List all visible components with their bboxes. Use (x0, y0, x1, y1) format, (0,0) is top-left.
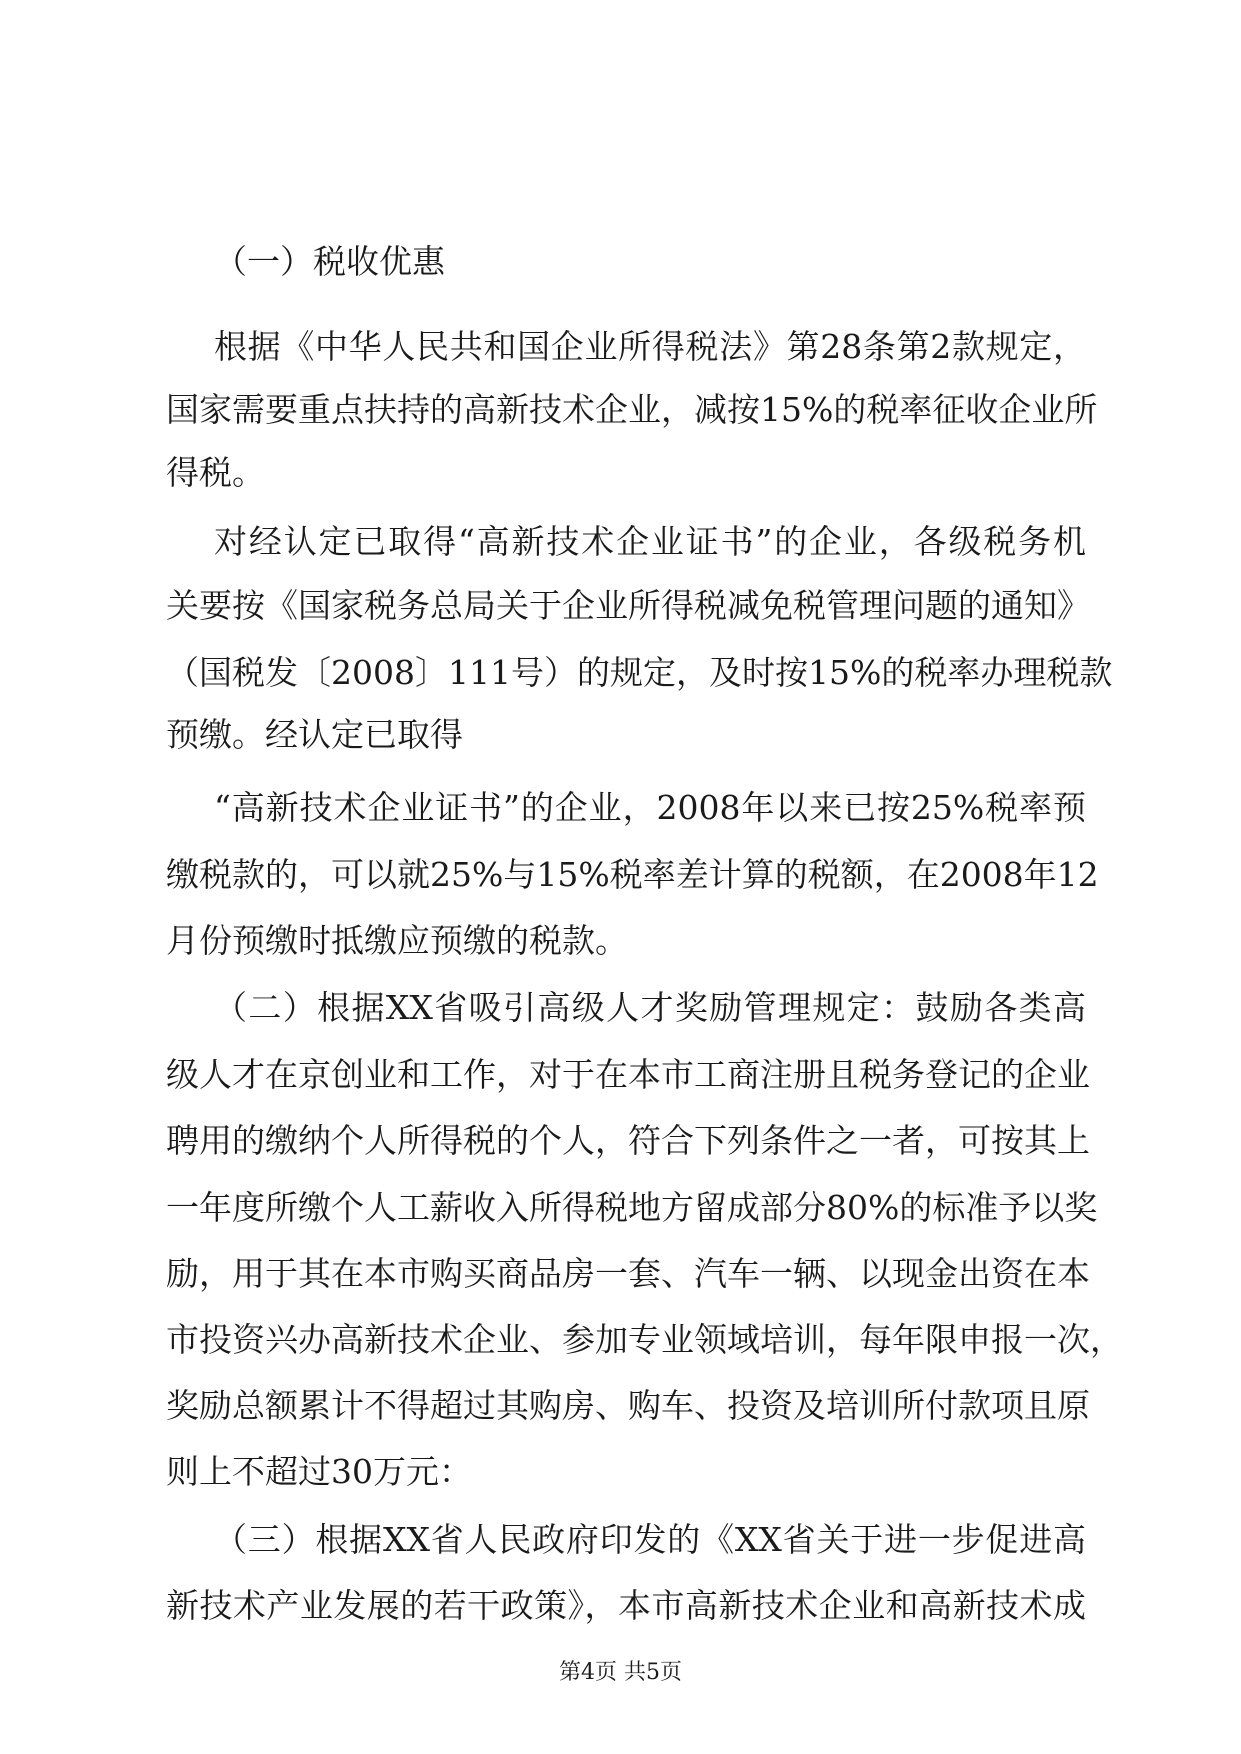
paragraph-line: 市投资兴办高新技术企业、参加专业领域培训，每年限申报一次， (166, 1320, 1123, 1359)
paragraph-line: 奖励总额累计不得超过其购房、购车、投资及培训所付款项且原 (166, 1386, 1090, 1425)
paragraph-line: 月份预缴时抵缴应预缴的税款。 (166, 921, 628, 960)
paragraph-line: 级人才在京创业和工作，对于在本市工商注册且税务登记的企业 (166, 1055, 1090, 1094)
page-number-footer: 第4页 共5页 (559, 1660, 682, 1685)
paragraph-line: 缴税款的，可以就25%与15%税率差计算的税额，在2008年12 (166, 855, 1099, 894)
paragraph-line: 聘用的缴纳个人所得税的个人，符合下列条件之一者，可按其上 (166, 1121, 1090, 1160)
paragraph-line: 根据《中华人民共和国企业所得税法》第28条第2款规定， (214, 327, 1086, 366)
paragraph-line: 预缴。经认定已取得 (166, 715, 463, 754)
heading-tax-incentives: （一）税收优惠 (214, 242, 445, 281)
paragraph-line: 得税。 (166, 453, 265, 492)
paragraph-line: 则上不超过30万元： (166, 1452, 472, 1491)
paragraph-line: “高新技术企业证书”的企业，2008年以来已按25%税率预 (214, 788, 1086, 827)
paragraph-line: 对经认定已取得“高新技术企业证书”的企业，各级税务机 (214, 522, 1086, 561)
paragraph-line: （二）根据XX省吸引高级人才奖励管理规定：鼓励各类高 (214, 988, 1086, 1027)
paragraph-line: （三）根据XX省人民政府印发的《XX省关于进一步促进高 (214, 1520, 1086, 1559)
paragraph-line: 新技术产业发展的若干政策》，本市高新技术企业和高新技术成 (166, 1586, 1086, 1625)
paragraph-line: 关要按《国家税务总局关于企业所得税减免税管理问题的通知》 (166, 586, 1090, 625)
paragraph-line: 励，用于其在本市购买商品房一套、汽车一辆、以现金出资在本 (166, 1254, 1090, 1293)
paragraph-line: （国税发〔2008〕111号）的规定，及时按15%的税率办理税款 (166, 653, 1113, 692)
paragraph-line: 一年度所缴个人工薪收入所得税地方留成部分80%的标准予以奖 (166, 1188, 1098, 1227)
paragraph-line: 国家需要重点扶持的高新技术企业，减按15%的税率征收企业所 (166, 390, 1098, 429)
